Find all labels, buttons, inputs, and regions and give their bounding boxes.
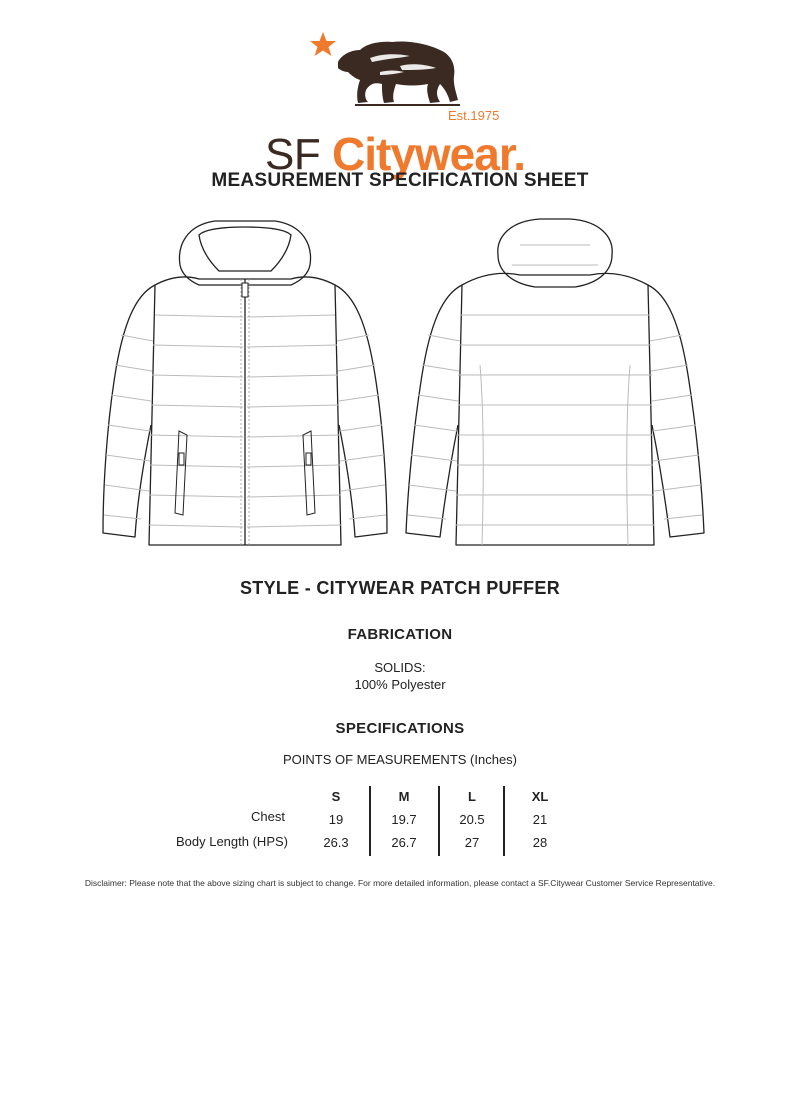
fabrication-material: 100% Polyester [354,677,446,692]
fabrication-type: SOLIDS: [374,660,426,675]
jacket-back-illustration [400,215,710,555]
column-divider [503,786,505,856]
measurement-value: 28 [532,835,548,850]
measurement-label-chest: Chest [251,809,285,824]
brand-name-citywear: Citywear. [332,128,525,180]
measurement-value: 19 [328,812,344,827]
size-header: M [398,789,410,804]
measurement-value: 19.7 [391,812,417,827]
style-title: STYLE - CITYWEAR PATCH PUFFER [239,578,561,598]
measurement-value: 26.3 [323,835,349,850]
established-year: Est.1975 [448,108,500,123]
specifications-table [0,780,800,860]
star-icon [310,32,336,56]
brand-name-sf: SF [265,130,321,179]
measurement-value: 21 [532,812,548,827]
column-divider [438,786,440,856]
jacket-front-illustration [95,215,395,555]
logo-graphic [260,28,550,138]
size-header: S [331,789,341,804]
column-divider [369,786,371,856]
disclaimer-text: Disclaimer: Please note that the above sizing chart is subject to change. For more detailed information, please contact a SF.Citywear Customer Service Representative. [84,878,716,888]
sheet-title: MEASUREMENT SPECIFICATION SHEET [211,170,589,191]
specifications-heading: SPECIFICATIONS [335,720,465,737]
size-header: XL [531,789,549,804]
measurement-value: 20.5 [459,812,485,827]
specifications-subheading: POINTS OF MEASUREMENTS (Inches) [282,752,518,767]
measurement-label-body-length: Body Length (HPS) [175,834,288,849]
measurement-value: 26.7 [391,835,417,850]
measurement-value: 27 [464,835,480,850]
fabrication-heading: FABRICATION [347,626,453,643]
size-header: L [468,789,476,804]
brand-logo [260,28,550,180]
